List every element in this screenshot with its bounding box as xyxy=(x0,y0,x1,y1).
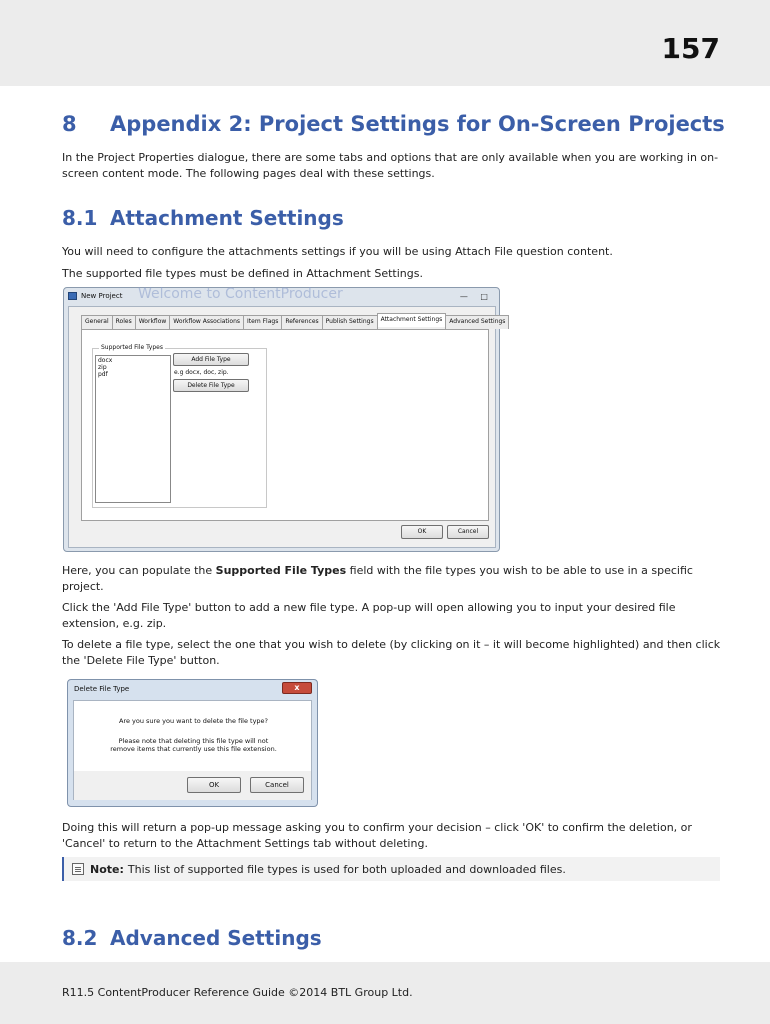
dialog-body xyxy=(73,700,312,800)
subsection-heading-attachment xyxy=(62,206,344,230)
footer-text: R11.5 ContentProducer Reference Guide ©2014 BTL Group Ltd. xyxy=(62,986,413,999)
tab-strip xyxy=(81,315,508,329)
file-type-hint: e.g docx, doc, zip. xyxy=(174,369,229,376)
page-header xyxy=(0,0,770,86)
cancel-button[interactable]: Cancel xyxy=(250,777,304,793)
subsection-number: 8.1 xyxy=(62,206,98,230)
attachment-paragraph-1: You will need to configure the attachments settings if you will be using Attach File question content. xyxy=(62,245,613,258)
list-item[interactable]: docx xyxy=(98,357,113,364)
tab-roles[interactable]: Roles xyxy=(112,315,136,329)
supported-file-types-group xyxy=(92,344,267,508)
section-number: 8 xyxy=(62,112,77,136)
tab-item-flags[interactable]: Item Flags xyxy=(243,315,282,329)
paragraph-text: field with the file types you wish to be able to use in a specific project. xyxy=(62,564,693,593)
tab-workflow[interactable]: Workflow xyxy=(135,315,171,329)
delete-file-type-button[interactable]: Delete File Type xyxy=(173,379,249,392)
attachment-settings-panel xyxy=(81,329,489,521)
add-file-type-button[interactable]: Add File Type xyxy=(173,353,249,366)
tab-advanced-settings[interactable]: Advanced Settings xyxy=(445,315,509,329)
paragraph-delete-file-type: To delete a file type, select the one that you wish to delete (by clicking on it – it will become highlighted) and then click the 'Delete File Type' button. xyxy=(62,638,721,667)
dialog-body xyxy=(68,306,506,548)
cancel-button[interactable]: Cancel xyxy=(447,525,489,539)
warning-line-1: Please note that deleting this file type will not xyxy=(118,737,269,745)
subsection-heading-advanced xyxy=(62,926,322,950)
background-welcome-text: Welcome to ContentProducer xyxy=(138,286,343,302)
subsection-title: Attachment Settings xyxy=(110,206,344,230)
paragraph-text: Here, you can populate the xyxy=(62,564,216,577)
dialog-titlebar xyxy=(68,286,495,306)
new-project-dialog xyxy=(63,286,506,552)
bold-term: Supported File Types xyxy=(215,564,347,577)
page-number: 157 xyxy=(661,32,720,65)
tab-general[interactable]: General xyxy=(81,315,113,329)
tab-workflow-associations[interactable]: Workflow Associations xyxy=(169,315,244,329)
list-item[interactable]: zip xyxy=(98,364,107,371)
subsection-number: 8.2 xyxy=(62,926,98,950)
paragraph-confirm: Doing this will return a pop-up message asking you to confirm your decision – click 'OK' to confirm the deletion, or 'Cancel' to return to the Attachment Settings tab without deleting. xyxy=(62,821,692,850)
subsection-title: Advanced Settings xyxy=(110,926,322,950)
close-icon[interactable]: x xyxy=(282,682,312,694)
note-box xyxy=(62,857,720,881)
section-title: Appendix 2: Project Settings for On-Screen Projects xyxy=(110,112,725,136)
section-heading xyxy=(62,112,725,136)
paragraph-populate xyxy=(62,563,722,595)
tab-references[interactable]: References xyxy=(281,315,322,329)
list-item[interactable]: pdf xyxy=(98,371,108,378)
tab-publish-settings[interactable]: Publish Settings xyxy=(322,315,378,329)
group-label: Supported File Types xyxy=(101,344,163,351)
note-icon xyxy=(72,863,84,875)
intro-paragraph: In the Project Properties dialogue, there are some tabs and options that are only available when you are working in on-screen content mode. The following pages deal with these settings. xyxy=(62,151,719,180)
warning-line-2: remove items that currently use this file extension. xyxy=(110,745,277,753)
ok-button[interactable]: OK xyxy=(187,777,241,793)
app-icon xyxy=(68,292,77,300)
file-types-list[interactable] xyxy=(95,355,171,503)
attachment-paragraph-2: The supported file types must be defined in Attachment Settings. xyxy=(62,267,423,280)
delete-file-type-dialog xyxy=(67,679,318,807)
note-text: This list of supported file types is used for both uploaded and downloaded files. xyxy=(127,862,566,876)
note-label: Note: xyxy=(90,862,124,876)
paragraph-add-file-type: Click the 'Add File Type' button to add a new file type. A pop-up will open allowing you to input your desired file extension, e.g. zip. xyxy=(62,601,676,630)
tab-attachment-settings[interactable]: Attachment Settings xyxy=(377,313,447,327)
window-controls[interactable]: — □ xyxy=(459,292,493,301)
dialog-title: New Project xyxy=(81,292,123,300)
ok-button[interactable]: OK xyxy=(401,525,443,539)
dialog-footer xyxy=(74,771,311,800)
dialog-title: Delete File Type xyxy=(74,685,130,693)
confirm-question: Are you sure you want to delete the file type? xyxy=(119,717,268,725)
